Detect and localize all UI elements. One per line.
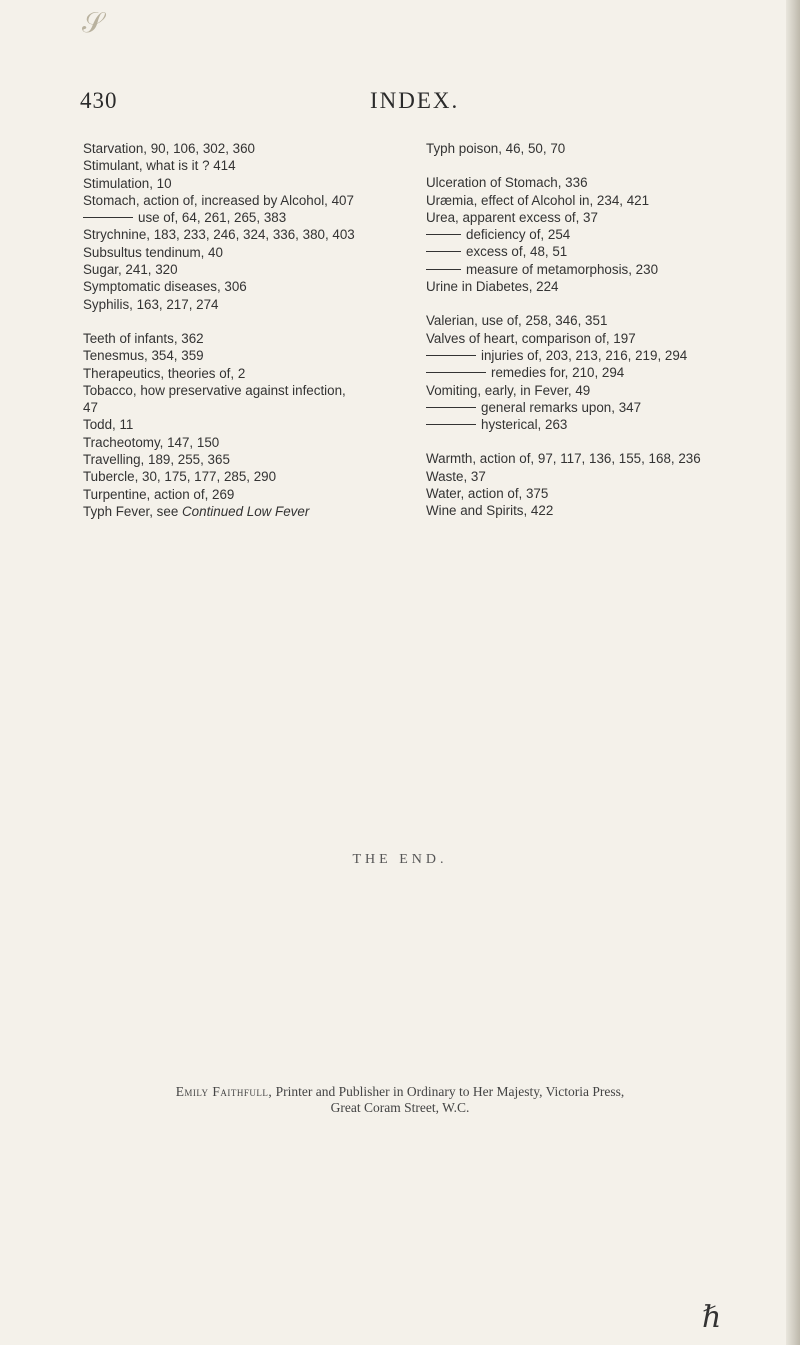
index-entry <box>426 468 771 485</box>
index-entry <box>83 296 413 313</box>
index-entry-text: Syphilis, 163, 217, 274 <box>83 296 219 312</box>
index-entry-text: Wine and Spirits, 422 <box>426 503 554 519</box>
ditto-dash <box>426 424 476 425</box>
ditto-dash <box>426 355 476 356</box>
index-entry-text: Valves of heart, comparison of, 197 <box>426 330 636 346</box>
imprint-line-1-text: Printer and Publisher in Ordinary to Her Majesty, Victoria Press, <box>272 1084 625 1099</box>
index-entry <box>426 364 771 381</box>
index-entry <box>83 175 413 192</box>
index-entry-text: measure of metamorphosis, 230 <box>466 261 659 277</box>
ditto-dash <box>426 407 476 408</box>
page-number: 430 <box>80 88 118 113</box>
index-entry-text: Urine in Diabetes, 224 <box>426 279 559 295</box>
index-entry <box>83 365 413 382</box>
index-entry <box>83 140 413 157</box>
index-entry-text: Strychnine, 183, 233, 246, 324, 336, 380, 403 <box>83 227 355 243</box>
index-entry-text: Tracheotomy, 147, 150 <box>83 434 220 450</box>
index-entry-text: Uræmia, effect of Alcohol in, 234, 421 <box>426 192 650 208</box>
section-gap <box>426 295 771 312</box>
index-entry-text: 47 <box>83 400 98 416</box>
index-entry-text: general remarks upon, 347 <box>481 399 642 415</box>
index-entry <box>426 330 771 347</box>
imprint-line-1 <box>0 1084 800 1100</box>
ditto-dash <box>426 234 461 235</box>
index-entry-text: use of, 64, 261, 265, 383 <box>138 210 287 226</box>
section-gap <box>426 433 771 450</box>
index-entry-text: Todd, 11 <box>83 417 134 433</box>
index-entry-text: Symptomatic diseases, 306 <box>83 279 247 295</box>
index-entry-text: Stimulant, what is it ? 414 <box>83 158 236 174</box>
index-entry-text: Turpentine, action of, 269 <box>83 486 235 502</box>
index-entry <box>426 278 771 295</box>
index-entry <box>426 485 771 502</box>
index-entry <box>83 347 413 364</box>
index-column-right <box>426 140 771 520</box>
index-entry <box>426 174 771 191</box>
index-entry-text: Stomach, action of, increased by Alcohol, 407 <box>83 192 354 208</box>
index-entry-text: Valerian, use of, 258, 346, 351 <box>426 313 608 329</box>
index-entry <box>83 226 413 243</box>
index-entry <box>426 243 771 260</box>
index-entry-text: Stimulation, 10 <box>83 175 172 191</box>
index-entry-text: Typh poison, 46, 50, 70 <box>426 141 566 156</box>
index-entry-text: Subsultus tendinum, 40 <box>83 244 223 260</box>
index-entry <box>426 312 771 329</box>
index-entry <box>83 278 413 295</box>
index-entry <box>426 502 771 519</box>
index-entry <box>83 192 413 209</box>
index-entry-text: Therapeutics, theories of, 2 <box>83 365 246 381</box>
index-entry-crossref: Continued Low Fever <box>182 503 310 519</box>
index-entry <box>426 382 771 399</box>
index-entry-text: excess of, 48, 51 <box>466 244 568 260</box>
index-entry-text: Sugar, 241, 320 <box>83 262 178 278</box>
page-edge-shadow <box>786 0 800 1345</box>
index-entry-text: Waste, 37 <box>426 468 486 484</box>
index-entry <box>83 503 413 520</box>
index-entry <box>83 451 413 468</box>
ditto-dash <box>83 217 133 218</box>
index-entry-text: Tenesmus, 354, 359 <box>83 348 204 364</box>
index-entry <box>83 209 413 226</box>
index-entry-text: Warmth, action of, 97, 117, 136, 155, 168, 236 <box>426 451 701 467</box>
section-gap <box>426 157 771 174</box>
index-entry-text: Typh Fever, see <box>83 503 182 519</box>
printer-imprint <box>0 1084 800 1116</box>
the-end-mark: THE END. <box>352 852 448 867</box>
pencil-scribble-bottom: ℏ <box>702 1300 722 1335</box>
index-entry-text: Water, action of, 375 <box>426 486 549 502</box>
index-entry <box>426 347 771 364</box>
index-entry-text: Starvation, 90, 106, 302, 360 <box>83 141 255 156</box>
index-entry-text: Tobacco, how preservative against infection, <box>83 382 346 398</box>
index-entry <box>83 468 413 485</box>
pencil-scribble-top: 𝒮 <box>82 6 104 39</box>
imprint-line-2: Great Coram Street, W.C. <box>330 1100 470 1115</box>
ditto-dash <box>426 372 486 373</box>
running-head: INDEX. <box>370 88 460 113</box>
index-entry-text: Travelling, 189, 255, 365 <box>83 452 230 468</box>
index-entry <box>426 450 771 467</box>
index-entry <box>426 416 771 433</box>
index-entry-text: Vomiting, early, in Fever, 49 <box>426 382 591 398</box>
index-entry <box>83 486 413 503</box>
index-entry <box>83 399 413 416</box>
printer-name: Emily Faithfull, <box>175 1084 273 1099</box>
ditto-dash <box>426 269 461 270</box>
index-entry <box>83 244 413 261</box>
index-entry-text: Tubercle, 30, 175, 177, 285, 290 <box>83 469 277 485</box>
index-entry-text: Urea, apparent excess of, 37 <box>426 209 598 225</box>
index-entry <box>426 399 771 416</box>
index-entry <box>83 157 413 174</box>
index-entry <box>83 382 413 399</box>
index-entry <box>426 140 771 157</box>
ditto-dash <box>426 251 461 252</box>
index-entry <box>426 192 771 209</box>
index-column-left <box>83 140 413 520</box>
index-entry-text: remedies for, 210, 294 <box>491 365 625 381</box>
index-entry-text: hysterical, 263 <box>481 417 568 433</box>
index-entry-text: Ulceration of Stomach, 336 <box>426 175 588 191</box>
index-entry <box>426 226 771 243</box>
index-entry <box>83 416 413 433</box>
index-entry <box>426 209 771 226</box>
page-header <box>80 88 720 118</box>
index-entry-text: injuries of, 203, 213, 216, 219, 294 <box>481 347 688 363</box>
index-entry <box>83 330 413 347</box>
index-entry-text: deficiency of, 254 <box>466 227 571 243</box>
index-entry <box>426 261 771 278</box>
index-entry <box>83 434 413 451</box>
index-entry <box>83 261 413 278</box>
index-entry-text: Teeth of infants, 362 <box>83 330 204 346</box>
section-gap <box>83 313 413 330</box>
